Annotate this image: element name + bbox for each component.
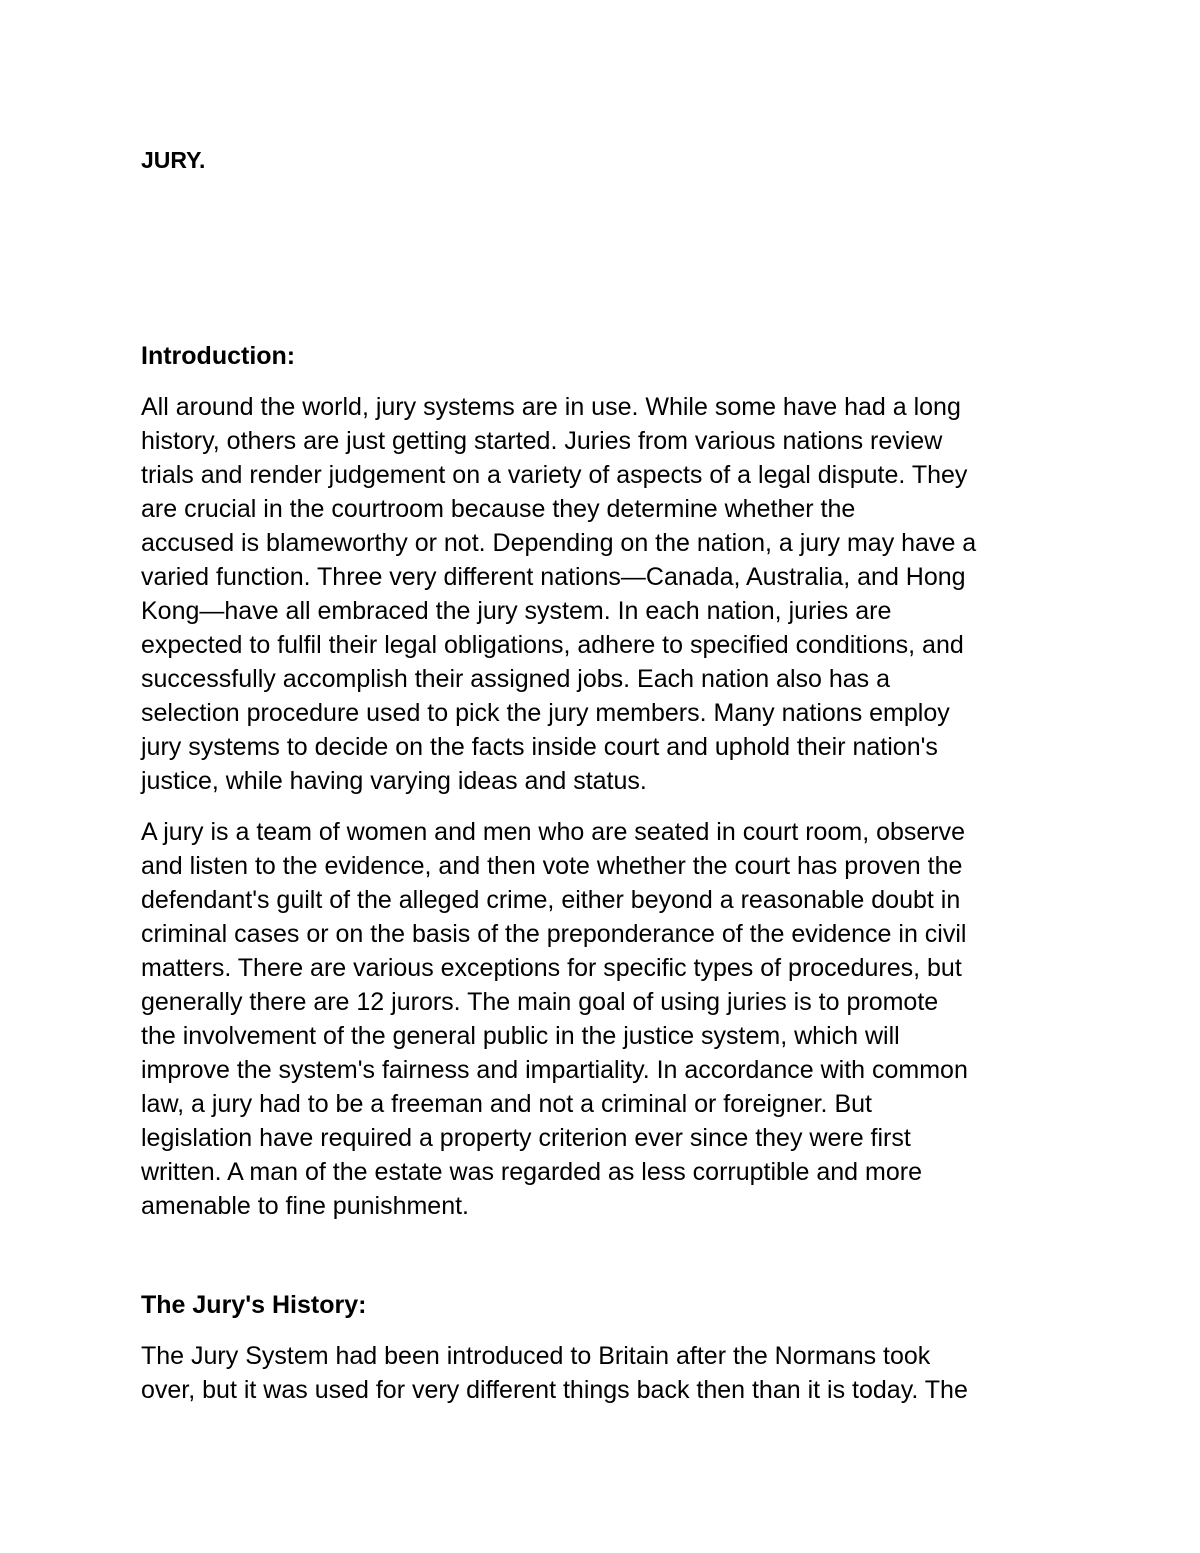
text-line: are crucial in the courtroom because they determine whether the [141, 495, 856, 523]
text-line: matters. There are various exceptions for specific types of procedures, but [141, 954, 962, 982]
text-line: The Jury System had been introduced to Britain after the Normans took [141, 1342, 931, 1370]
text-line: accused is blameworthy or not. Depending on the nation, a jury may have a [141, 529, 977, 557]
text-line: improve the system's fairness and impartiality. In accordance with common [141, 1056, 968, 1084]
text-line: over, but it was used for very different things back then than it is today. The [141, 1376, 968, 1404]
text-line: law, a jury had to be a freeman and not a criminal or foreigner. But [141, 1090, 872, 1118]
introduction-paragraph-1 [141, 390, 1101, 798]
history-paragraph-1 [141, 1339, 1101, 1407]
text-line: successfully accomplish their assigned jobs. Each nation also has a [141, 665, 891, 693]
text-line: jury systems to decide on the facts inside court and uphold their nation's [141, 733, 938, 761]
text-line: amenable to fine punishment. [141, 1192, 469, 1220]
text-line: written. A man of the estate was regarded as less corruptible and more [141, 1158, 922, 1186]
section-heading-history: The Jury's History: [141, 1291, 367, 1319]
document-title: JURY. [141, 147, 206, 173]
text-line: A jury is a team of women and men who are seated in court room, observe [141, 818, 966, 846]
text-line: Kong—have all embraced the jury system. In each nation, juries are [141, 597, 892, 625]
text-line: justice, while having varying ideas and status. [141, 767, 647, 795]
introduction-paragraph-2 [141, 815, 1101, 1223]
text-line: and listen to the evidence, and then vote whether the court has proven the [141, 852, 963, 880]
text-line: history, others are just getting started. Juries from various nations review [141, 427, 943, 455]
text-line: All around the world, jury systems are in use. While some have had a long [141, 393, 961, 421]
text-line: legislation have required a property criterion ever since they were first [141, 1124, 911, 1152]
text-line: defendant's guilt of the alleged crime, either beyond a reasonable doubt in [141, 886, 961, 914]
text-line: generally there are 12 jurors. The main goal of using juries is to promote [141, 988, 939, 1016]
text-line: varied function. Three very different nations—Canada, Australia, and Hong [141, 563, 966, 591]
text-line: expected to fulfil their legal obligations, adhere to specified conditions, and [141, 631, 964, 659]
text-line: the involvement of the general public in the justice system, which will [141, 1022, 900, 1050]
text-line: criminal cases or on the basis of the preponderance of the evidence in civil [141, 920, 967, 948]
section-heading-introduction: Introduction: [141, 342, 296, 370]
text-line: selection procedure used to pick the jury members. Many nations employ [141, 699, 950, 727]
text-line: trials and render judgement on a variety of aspects of a legal dispute. They [141, 461, 968, 489]
